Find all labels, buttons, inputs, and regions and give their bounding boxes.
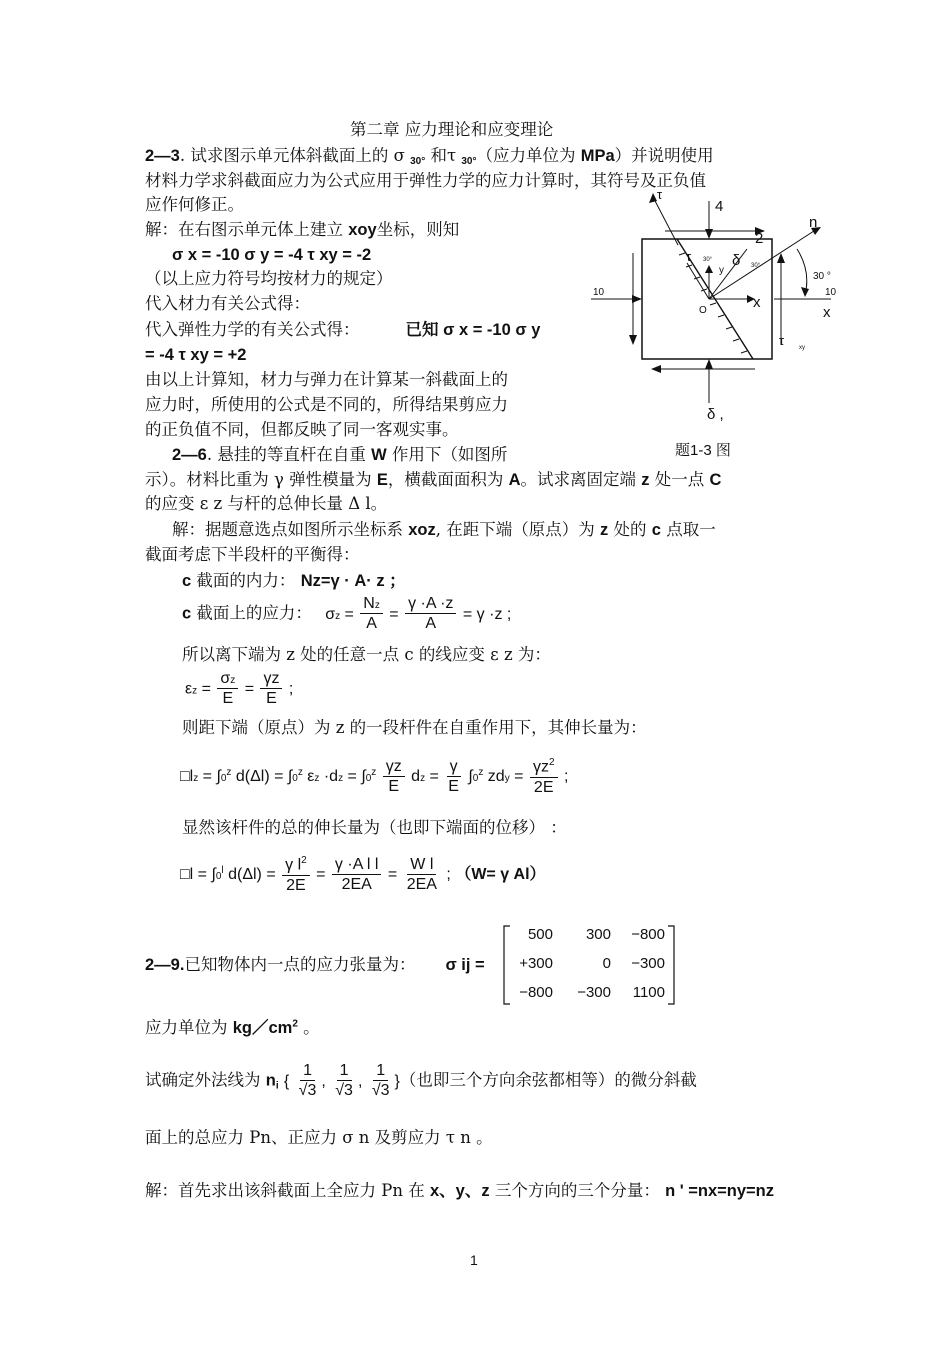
problem-2-6-line-3: 的应变 ε z 与杆的总伸长量 Δ l。 <box>145 494 388 513</box>
label-x-outer: x <box>823 304 831 321</box>
label-x-inner: x <box>753 294 761 311</box>
label-delta-inner: δ <box>732 252 741 269</box>
conclusion-line-2: 应力时，所使用的公式是不同的，所得结果剪应力 <box>145 395 508 414</box>
equation-nz: Nz=γ · A· z ； <box>300 572 406 590</box>
arrow-head <box>705 359 713 369</box>
text: 示）。材料比重为 γ 弹性模量为 <box>145 470 377 489</box>
stress-tensor-matrix <box>505 922 675 1007</box>
text: 和τ <box>425 146 462 165</box>
label-load-top: 4 <box>715 198 724 215</box>
strain-intro: 所以离下端为 z 处的任意一点 c 的线应变 ε z 为： <box>182 645 551 664</box>
text: ）并说明使用 <box>614 146 714 165</box>
axes-xyz: x、y、z <box>429 1182 490 1200</box>
fraction: $\frac{\text{W l}}{2EA}$ <box>406 855 437 894</box>
label-load-right: 10 <box>825 287 837 298</box>
figure-1-3 <box>585 183 855 468</box>
text: ，横截面面积为 <box>387 470 509 489</box>
fraction: $\frac{\text{γ ·A l l}}{2EA}$ <box>332 856 382 895</box>
problem-2-3-line-1 <box>145 146 714 168</box>
symbol-c: c <box>182 572 192 590</box>
text: 。试求离固定端 <box>520 470 642 489</box>
unit-mpa: MPa <box>580 147 615 165</box>
coord-xoz: xoz <box>408 521 436 539</box>
matrix-cell: 0 <box>602 955 611 972</box>
matrix-cell: 1100 <box>632 984 665 1001</box>
known-values-cont: = -4 τ xy = +2 <box>145 346 247 364</box>
text: 解：在右图示单元体上建立 <box>145 220 349 239</box>
text: 截面上的应力： <box>191 603 312 623</box>
symbol-w: W <box>371 446 387 464</box>
unit: kg／cm <box>232 1019 293 1037</box>
problem-number: 2—9. <box>145 956 185 974</box>
text: 三个方向的三个分量： <box>489 1181 666 1200</box>
symbol-z: z <box>641 471 650 489</box>
text: 截面的内力： <box>191 571 301 590</box>
text: 。 <box>297 1018 320 1037</box>
weight-note: （W= γ Al） <box>455 866 546 884</box>
arrow-head <box>651 365 661 373</box>
fraction: $\frac{\gamma z}{E}$ <box>383 758 405 797</box>
label-xy-sub: xy <box>799 345 805 351</box>
problem-2-3-line-2: 材料力学求斜截面应力为公式应用于弹性力学的应力计算时，其符号及正负值 <box>145 171 706 190</box>
page-title: 第二章 应力理论和应变理论 <box>350 120 554 139</box>
text: 应力单位为 <box>145 1018 233 1037</box>
text: 点取一 <box>660 520 716 539</box>
fraction: $\frac{1}{√3}$ <box>335 1062 353 1100</box>
matrix-cell: −800 <box>519 984 553 1001</box>
label-angle-1: 30° <box>703 257 713 263</box>
unit-exponent: 2 <box>292 1018 298 1030</box>
strain-equation: εz = $\frac{\sigma z}{E}$ = $\frac{\gamma z}{E}$ ; <box>185 670 294 708</box>
fraction: $\frac{\gamma}{E}$ <box>448 757 459 796</box>
figure-caption: 题1-3 图 <box>675 442 731 459</box>
conclusion-line-1: 由以上计算知，材力与弹力在计算某一斜截面上的 <box>145 370 508 389</box>
delta-arrow <box>709 249 747 299</box>
label-tau-top: τ <box>657 187 663 202</box>
fraction: $\frac{1}{√3}$ <box>371 1062 390 1100</box>
fraction: $\frac{\gamma z}{E}$ <box>260 670 282 709</box>
tau-arrow-top <box>653 197 678 245</box>
label-tau-inner: τ <box>686 249 692 264</box>
total-elongation-equation: □l = $\int 0^l$ d(Δl) = $\frac{\gamma l^2}{2E}$ = $\frac{\text{γ ·A l l}}{2EA}$ = $\frac{\text{W l}}{2EA}$ ; （W= γ Al） <box>180 855 546 894</box>
text: 代入弹性力学的有关公式得： <box>145 320 360 339</box>
page-number: 1 <box>470 1252 478 1268</box>
problem-2-6-line-1 <box>172 445 507 466</box>
text: 解：据题意选点如图所示坐标系 <box>172 520 409 539</box>
label-y: y <box>719 265 724 276</box>
symbol-c: c <box>651 521 661 539</box>
subscript: i <box>275 1080 279 1092</box>
text: （应力单位为 <box>476 146 581 165</box>
problem-2-6-line-2 <box>145 470 721 491</box>
text: （也即三个方向余弦都相等）的微分斜截 <box>399 1070 697 1090</box>
label-n: n <box>809 214 818 231</box>
label-origin: O <box>699 305 707 316</box>
total-elongation-intro: 显然该杆件的总的伸长量为（也即下端面的位移） ： <box>182 818 567 837</box>
text: 已知物体内一点的应力张量为： <box>184 955 416 974</box>
text: 坐标，则知 <box>376 220 460 239</box>
matrix-cell: −300 <box>631 955 665 972</box>
symbol-z: z <box>600 521 609 539</box>
symbol-c: C <box>709 471 722 489</box>
matrix-cell: 300 <box>585 926 611 943</box>
text: 处一点 <box>649 470 710 489</box>
label-load-left: 10 <box>593 287 605 298</box>
label-angle-2: 30° <box>751 263 761 269</box>
internal-force-line <box>182 571 406 592</box>
sign-convention-note: （以上应力符号均按材力的规定） <box>145 269 393 288</box>
sigma-ij: σ ij = <box>445 956 485 974</box>
material-formula-line: 代入材力有关公式得： <box>145 294 310 313</box>
fraction: $\frac{\gamma l^2}{2E}$ <box>282 855 310 895</box>
problem-number: 2—3 <box>145 147 180 165</box>
matrix-cell: 500 <box>527 926 553 943</box>
stress-values-material: σ x = -10 σ y = -4 τ xy = -2 <box>172 246 372 264</box>
elongation-equation: □lz = $\int 0^z$ $d(\Delta l) = \int 0^z$ $\varepsilon z \cdot dz = \int 0^z$ $\frac{\gamma z}{E}$ dz = $\frac{\gamma}{E}$ ∫0$^z$ zdy = $\frac{\gamma z^2}{2E}$ ; <box>180 757 569 796</box>
text: . 悬挂的等直杆在自重 <box>206 445 372 464</box>
fraction: $\frac{\gamma z^2}{2E}$ <box>530 757 558 797</box>
text: . 试求图示单元体斜截面上的 σ <box>179 146 411 165</box>
matrix-cell: −300 <box>577 984 611 1001</box>
stress-equation: σz = $\frac{Nz}{A}$ = $\frac{\gamma \cdot A \cdot z}{A}$ = γ ·z ; <box>325 595 512 633</box>
tau-arrow-plane <box>687 263 709 299</box>
arrow-head <box>801 287 809 297</box>
direction-equality: n ' =nx=ny=nz <box>665 1182 774 1200</box>
stress-line <box>182 595 511 634</box>
text: 处的 <box>608 520 652 539</box>
coord-xoy: xoy <box>348 221 377 239</box>
subscript: 30° <box>410 156 426 167</box>
solution-2-6-line-1 <box>172 520 716 541</box>
solution-2-9-line <box>145 1181 774 1202</box>
direction-cosines: { $\frac{1}{√3}$ , $\frac{1}{√3}$ , $\frac{1}{√3}$ } <box>283 1062 400 1100</box>
fraction: $\frac{1}{√3}$ <box>298 1062 317 1100</box>
text: , 在距下端（原点）为 <box>435 520 601 539</box>
subscript: 30° <box>461 156 477 167</box>
label-delta-bottom: δ , <box>707 406 724 423</box>
fraction: $\frac{\gamma \cdot A \cdot z}{A}$ <box>405 595 456 634</box>
elongation-intro: 则距下端（原点）为 z 的一段杆件在自重作用下，其伸长量为： <box>182 718 647 737</box>
solution-2-6-line-2: 截面考虑下半段杆的平衡得： <box>145 545 360 564</box>
known-values: 已知 σ x = -10 σ y <box>405 321 541 339</box>
text: 试确定外法线为 <box>145 1070 266 1090</box>
fraction: $\frac{Nz}{A}$ <box>360 595 383 634</box>
text: 作用下（如图所 <box>386 445 508 464</box>
normal-direction-line <box>145 1062 697 1101</box>
matrix-cell: +300 <box>519 955 553 972</box>
label-tau-xy: τ <box>779 333 785 348</box>
matrix-cell: −800 <box>631 926 665 943</box>
arrow-head <box>629 335 637 345</box>
label-angle-3: 30 ° <box>813 271 831 282</box>
problem-number: 2—6 <box>172 446 207 464</box>
solution-intro <box>145 220 459 241</box>
problem-2-9-line-1 <box>145 955 485 976</box>
label-load-2: 2 <box>755 230 764 247</box>
symbol-n: n <box>265 1071 276 1090</box>
conclusion-line-3: 的正负值不同，但都反映了同一客观实事。 <box>145 420 459 439</box>
symbol-e: E <box>376 471 388 489</box>
symbol-c: c <box>182 604 192 623</box>
problem-2-3-line-3: 应作何修正。 <box>145 195 244 214</box>
elastic-formula-line <box>145 320 540 341</box>
fraction: $\frac{\sigma z}{E}$ <box>217 670 238 709</box>
stress-unit-line <box>145 1018 320 1039</box>
stress-components-line: 面上的总应力 Pn、正应力 σ n 及剪应力 τ n 。 <box>145 1128 493 1147</box>
text: 解：首先求出该斜截面上全应力 Pn 在 <box>145 1181 430 1200</box>
symbol-a: A <box>508 471 521 489</box>
arrow-head <box>705 265 713 273</box>
